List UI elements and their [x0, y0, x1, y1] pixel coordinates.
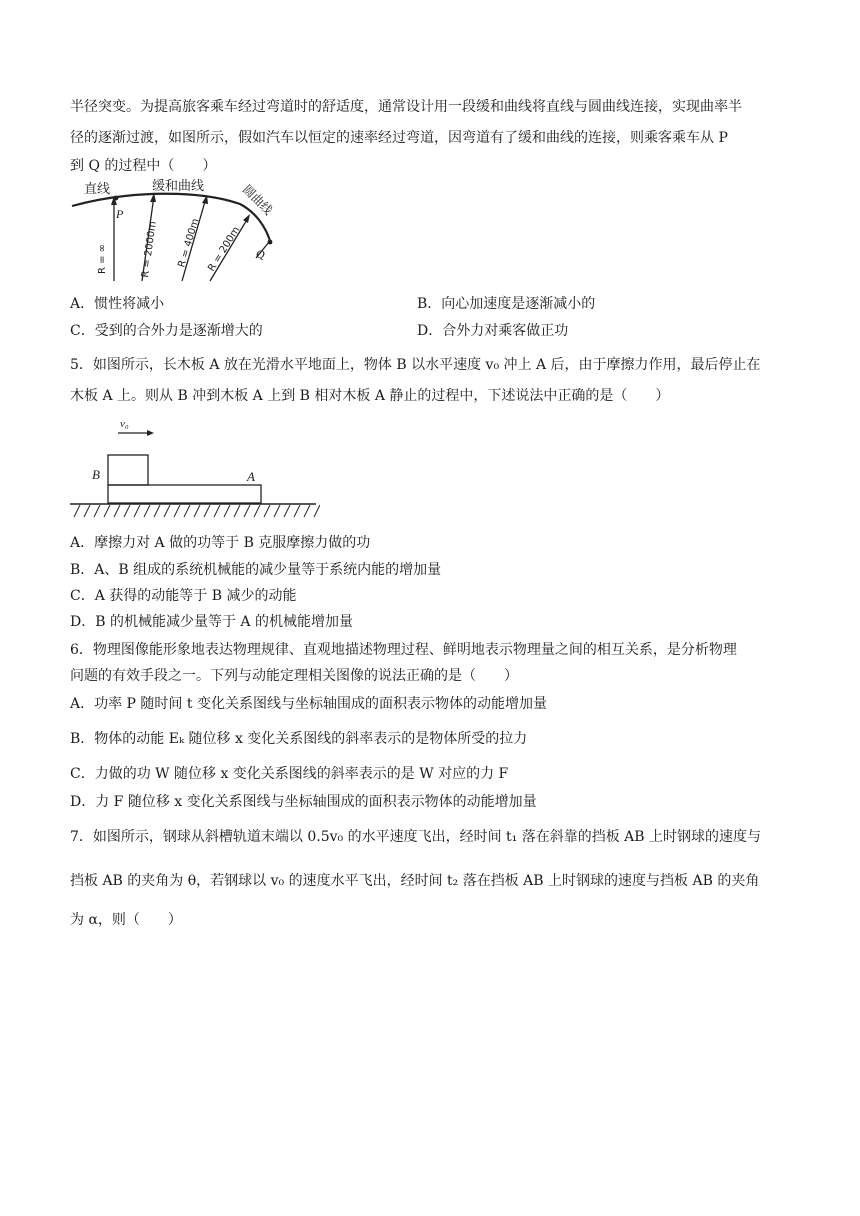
label-a: A	[247, 469, 255, 484]
q6-stem-line-2: 问题的有效手段之一。下列与动能定理相关图像的说法正确的是（ ）	[70, 668, 518, 684]
q5-option-b: B．A、B 组成的系统机械能的减少量等于系统内能的增加量	[70, 562, 442, 578]
label-transition: 缓和曲线	[152, 179, 205, 194]
ground-hatch	[164, 505, 170, 517]
q4-stem-line-2: 径的逐渐过渡，如图所示，假如汽车以恒定的速率经过弯道，因弯道有了缓和曲线的连接，则乘客乘车从 P	[70, 130, 728, 146]
label-r-200: R = 200m	[206, 224, 243, 274]
ground-hatch	[184, 505, 190, 517]
label-circle: 圆曲线	[239, 182, 276, 218]
q6-option-b: B．物体的动能 Eₖ 随位移 x 变化关系图线的斜率表示的是物体所受的拉力	[70, 731, 528, 747]
label-v0: v₀	[120, 418, 129, 430]
ground-hatch	[134, 505, 140, 517]
ground-hatch	[204, 505, 210, 517]
ground-hatch	[264, 505, 270, 517]
q6-stem-line-1: 6．物理图像能形象地表达物理规律、直观地描述物理过程、鲜明地表示物理量之间的相互关系，是分析物理	[70, 642, 737, 658]
q7-stem-line-3: 为 α，则（ ）	[70, 912, 182, 928]
q5-stem-line-2: 木板 A 上。则从 B 冲到木板 A 上到 B 相对木板 A 静止的过程中，下述说法中正确的是（ ）	[70, 388, 670, 404]
q7-stem-line-1: 7．如图所示，钢球从斜槽轨道末端以 0.5v₀ 的水平速度飞出，经时间 t₁ 落在斜靠的挡板 AB 上时钢球的速度与	[70, 829, 762, 845]
ground-hatch	[234, 505, 240, 517]
ground-hatch	[174, 505, 180, 517]
label-r-400: R = 400m	[176, 217, 202, 269]
ground-hatch	[194, 505, 200, 517]
q5-option-c: C．A 获得的动能等于 B 减少的动能	[70, 588, 297, 604]
q4-option-b: B．向心加速度是逐渐减小的	[417, 296, 596, 312]
q5-option-d: D．B 的机械能减少量等于 A 的机械能增加量	[70, 614, 353, 630]
ground-hatch	[114, 505, 120, 517]
ground-hatch	[294, 505, 300, 517]
label-p: P	[116, 207, 124, 221]
ground-hatch	[74, 505, 80, 517]
q4-stem-line-3: 到 Q 的过程中（ ）	[70, 158, 217, 174]
q4-option-d: D．合外力对乘客做正功	[417, 323, 569, 339]
ground-hatch	[304, 505, 310, 517]
ground-hatch	[104, 505, 110, 517]
ground-hatch	[154, 505, 160, 517]
ground-hatch	[244, 505, 250, 517]
q5-option-a: A．摩擦力对 A 做的功等于 B 克服摩擦力做的功	[70, 535, 371, 551]
ground-hatch	[124, 505, 130, 517]
label-b: B	[92, 467, 100, 482]
q5-board-figure	[70, 415, 320, 523]
ground-hatch	[214, 505, 220, 517]
ground-hatch	[254, 505, 260, 517]
ground-hatch	[94, 505, 100, 517]
ground-hatch	[314, 505, 320, 517]
q5-stem-line-1: 5．如图所示，长木板 A 放在光滑水平地面上，物体 B 以水平速度 v₀ 冲上 A 后，由于摩擦力作用，最后停止在	[70, 357, 761, 373]
ground-hatch	[84, 505, 90, 517]
label-q: Q	[256, 247, 265, 261]
label-r-infinity: R = ∞	[97, 243, 108, 274]
q4-option-a: A．惯性将减小	[70, 296, 165, 312]
q4-option-c: C．受到的合外力是逐渐增大的	[70, 323, 263, 339]
ground-hatch	[284, 505, 290, 517]
q6-option-c: C．力做的功 W 随位移 x 变化关系图线的斜率表示的是 W 对应的力 F	[70, 766, 509, 782]
ground-hatch	[224, 505, 230, 517]
q4-curve-figure	[70, 176, 285, 284]
q6-option-a: A．功率 P 随时间 t 变化关系图线与坐标轴围成的面积表示物体的动能增加量	[70, 696, 547, 712]
q4-stem-line-1: 半径突变。为提高旅客乘车经过弯道时的舒适度，通常设计用一段缓和曲线将直线与圆曲线连接，实现曲率半	[70, 99, 742, 115]
q6-option-d: D．力 F 随位移 x 变化关系图线与坐标轴围成的面积表示物体的动能增加量	[70, 794, 537, 810]
q7-stem-line-2: 挡板 AB 的夹角为 θ，若钢球以 v₀ 的速度水平飞出，经时间 t₂ 落在挡板 AB 上时钢球的速度与挡板 AB 的夹角	[70, 873, 760, 889]
ground-hatch	[144, 505, 150, 517]
label-r-2000: R = 2000m	[140, 220, 159, 279]
label-straight: 直线	[84, 182, 111, 197]
ground-hatch	[274, 505, 280, 517]
